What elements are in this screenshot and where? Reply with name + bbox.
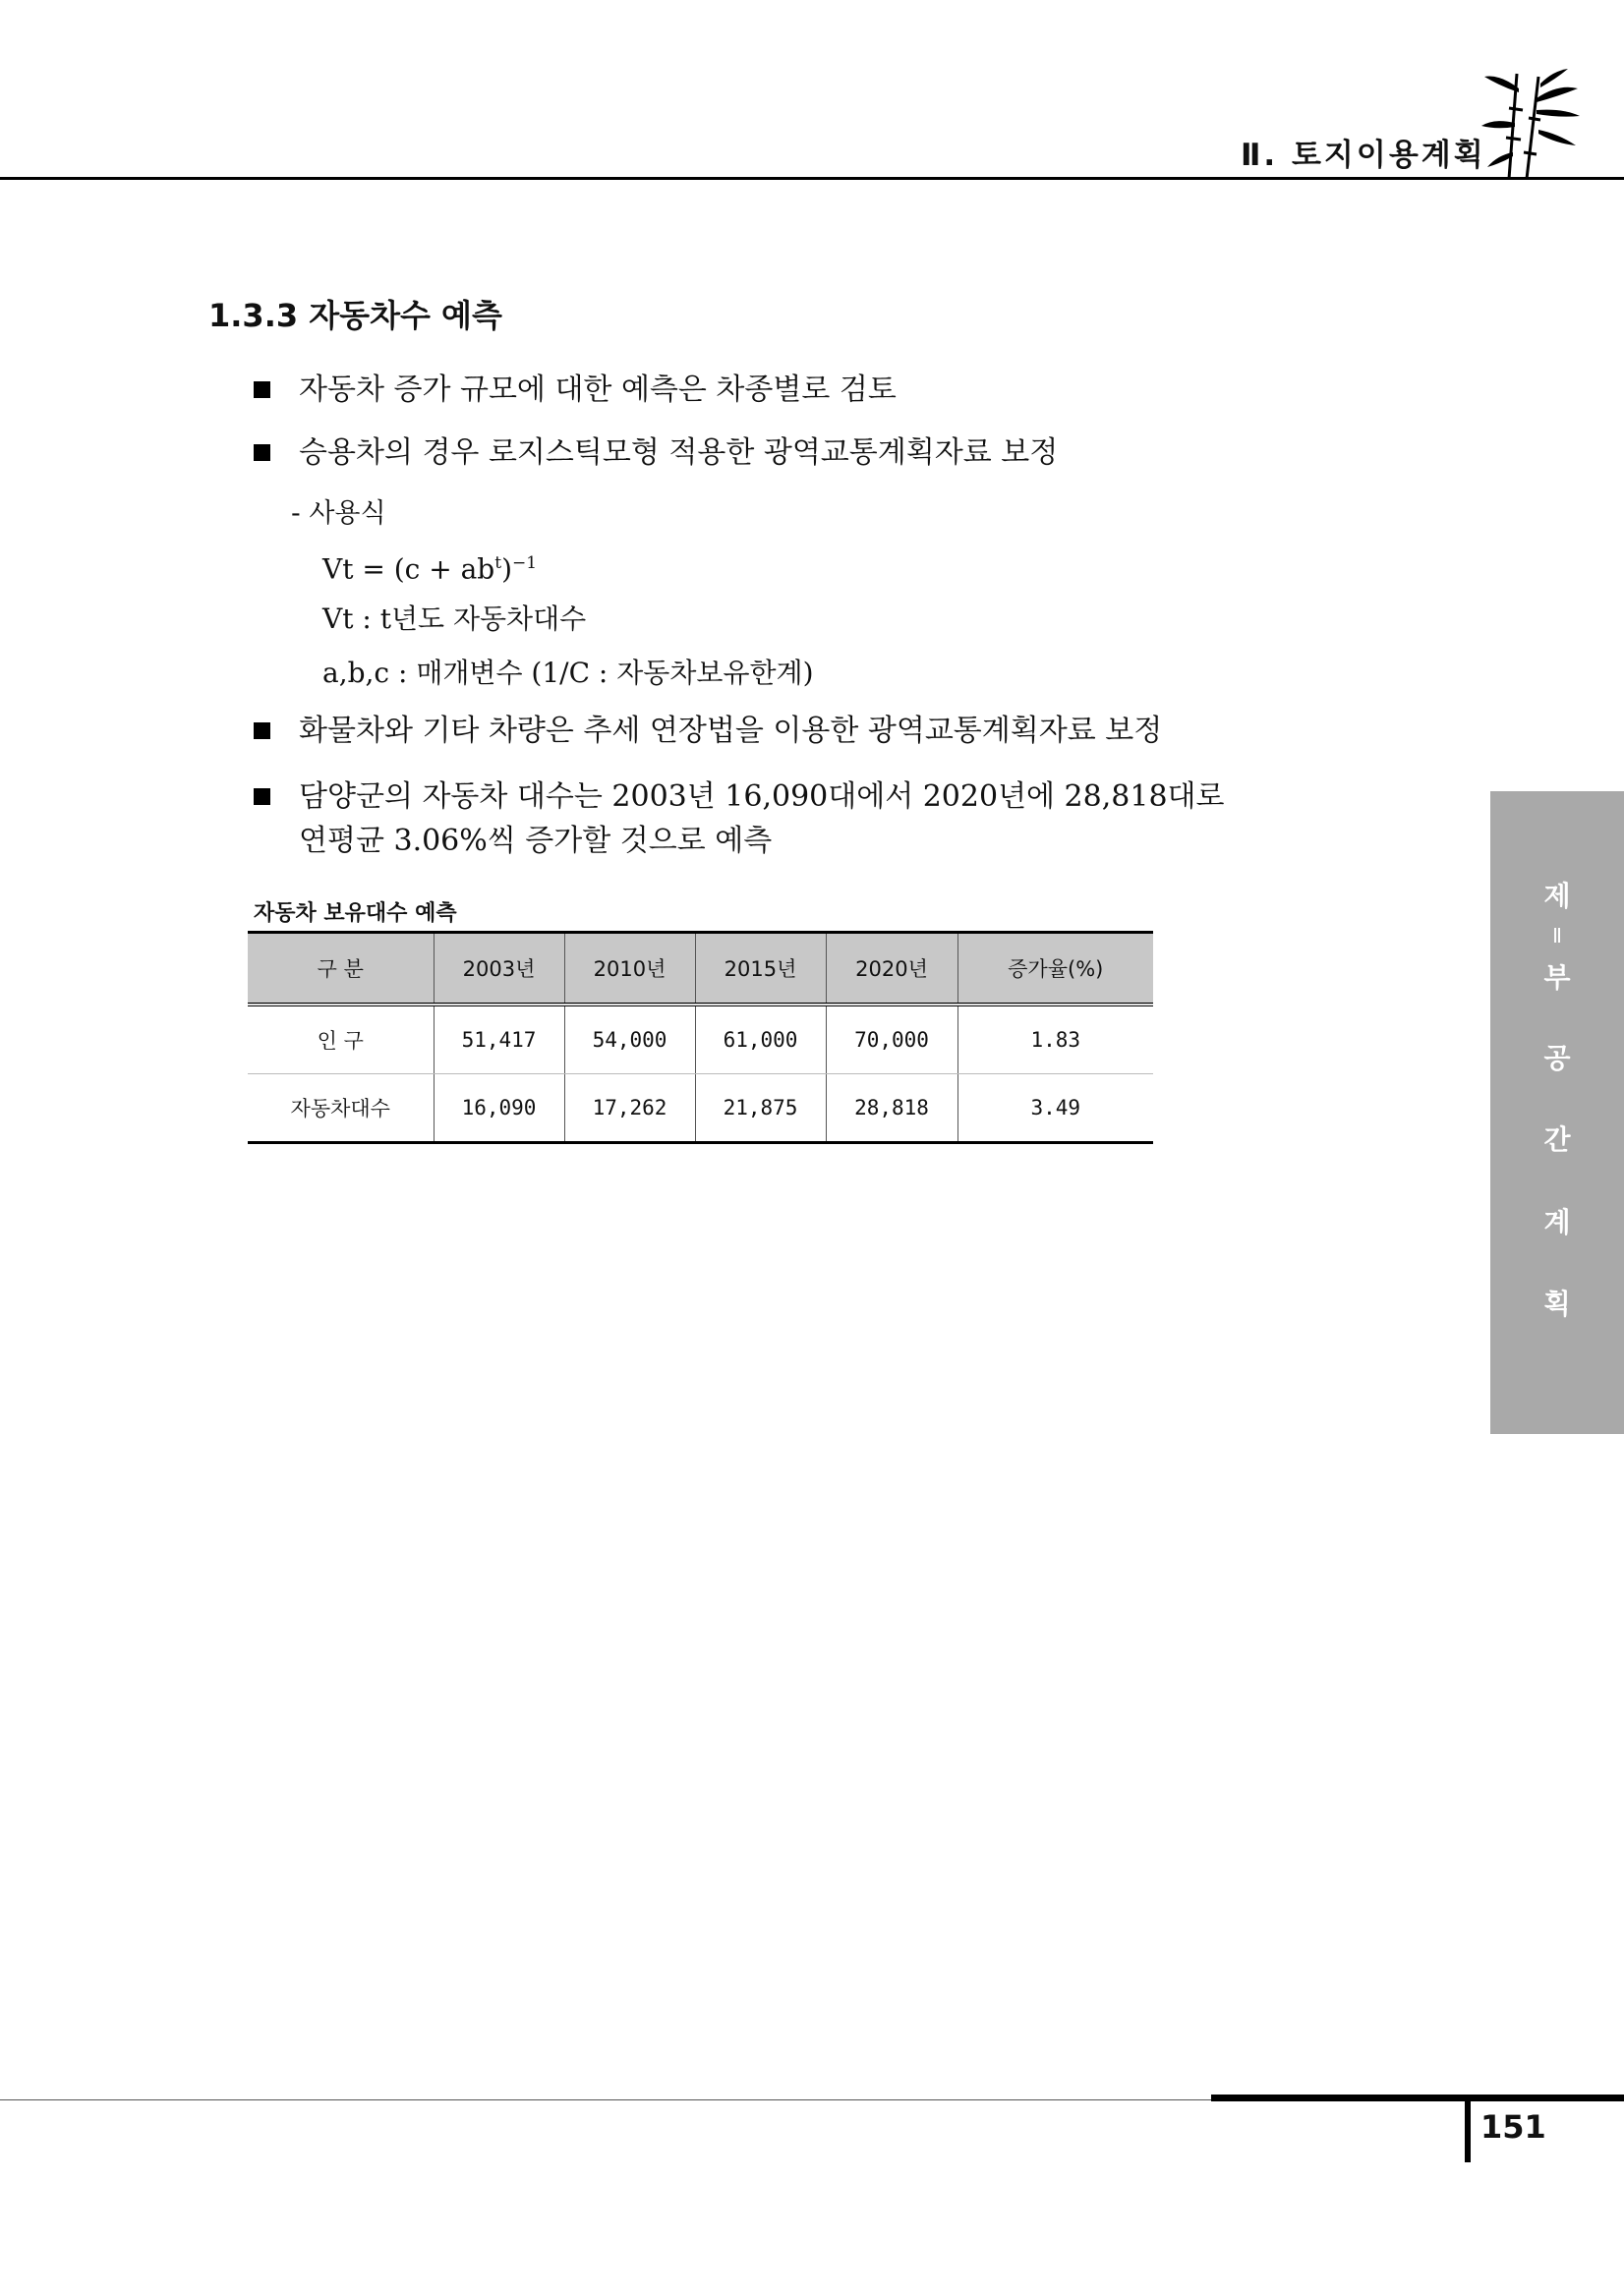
- header-rule: [0, 177, 1624, 180]
- formula-equation: $Vt = (c + ab^t)^{-1}$: [322, 552, 538, 586]
- footer-rule: [0, 2099, 1211, 2100]
- table-row: [248, 1074, 1153, 1143]
- bamboo-illustration-icon: [1479, 69, 1583, 182]
- bullet-text: 자동차 증가 규모에 대한 예측은 차종별로 검토: [299, 373, 897, 407]
- table-cell: 61,000: [695, 1004, 826, 1074]
- footer-rule-accent: [1211, 2095, 1624, 2101]
- bullet-text: 연평균 3.06%씩 증가할 것으로 예측: [299, 824, 773, 858]
- table-cell: 54,000: [564, 1004, 695, 1074]
- formula-params-definition: a,b,c : 매개변수 (1/C : 자동차보유한계): [322, 657, 814, 689]
- square-bullet-icon: [254, 722, 270, 739]
- side-tab-char: 제: [1543, 880, 1571, 912]
- table-cell: 1.83: [957, 1004, 1153, 1074]
- side-tab-char: 공: [1543, 1042, 1571, 1074]
- side-tab-char: 간: [1543, 1123, 1571, 1156]
- section-heading: 1.3.3 자동차수 예측: [208, 297, 502, 334]
- part-side-tab: [1490, 791, 1624, 1434]
- table-caption: 자동차 보유대수 예측: [254, 901, 457, 926]
- square-bullet-icon: [254, 444, 270, 461]
- column-header: 증가율(%): [957, 933, 1153, 1005]
- table-cell: 70,000: [826, 1004, 957, 1074]
- side-tab-char: 부: [1543, 961, 1571, 994]
- formula-label: - 사용식: [291, 498, 386, 529]
- table-cell: 3.49: [957, 1074, 1153, 1143]
- page-number-bar: [1465, 2099, 1471, 2162]
- bullet-text: 승용차의 경우 로지스틱모형 적용한 광역교통계획자료 보정: [299, 435, 1059, 470]
- side-tab-char: Ⅱ: [1552, 924, 1562, 947]
- table-cell: 16,090: [434, 1074, 564, 1143]
- table-cell: 자동차대수: [248, 1074, 434, 1143]
- vehicle-forecast-table: [248, 931, 1153, 1144]
- side-tab-char: 획: [1543, 1288, 1571, 1320]
- table-cell: 21,875: [695, 1074, 826, 1143]
- column-header: 2015년: [695, 933, 826, 1005]
- table-row: [248, 1004, 1153, 1074]
- column-header: 2010년: [564, 933, 695, 1005]
- formula-vt-definition: Vt : t년도 자동차대수: [322, 603, 587, 635]
- table-header-row: [248, 933, 1153, 1005]
- square-bullet-icon: [254, 381, 270, 398]
- column-header: 2003년: [434, 933, 564, 1005]
- chapter-title: Ⅱ. 토지이용계획: [1241, 138, 1486, 173]
- column-header: 2020년: [826, 933, 957, 1005]
- bullet-text: 담양군의 자동차 대수는 2003년 16,090대에서 2020년에 28,818대로: [299, 779, 1225, 814]
- table-cell: 17,262: [564, 1074, 695, 1143]
- square-bullet-icon: [254, 788, 270, 805]
- page-number: 151: [1480, 2108, 1546, 2146]
- table-cell: 28,818: [826, 1074, 957, 1143]
- bullet-text: 화물차와 기타 차량은 추세 연장법을 이용한 광역교통계획자료 보정: [299, 714, 1163, 748]
- column-header: 구 분: [248, 933, 434, 1005]
- table-cell: 51,417: [434, 1004, 564, 1074]
- table-cell: 인 구: [248, 1004, 434, 1074]
- side-tab-char: 계: [1543, 1206, 1571, 1238]
